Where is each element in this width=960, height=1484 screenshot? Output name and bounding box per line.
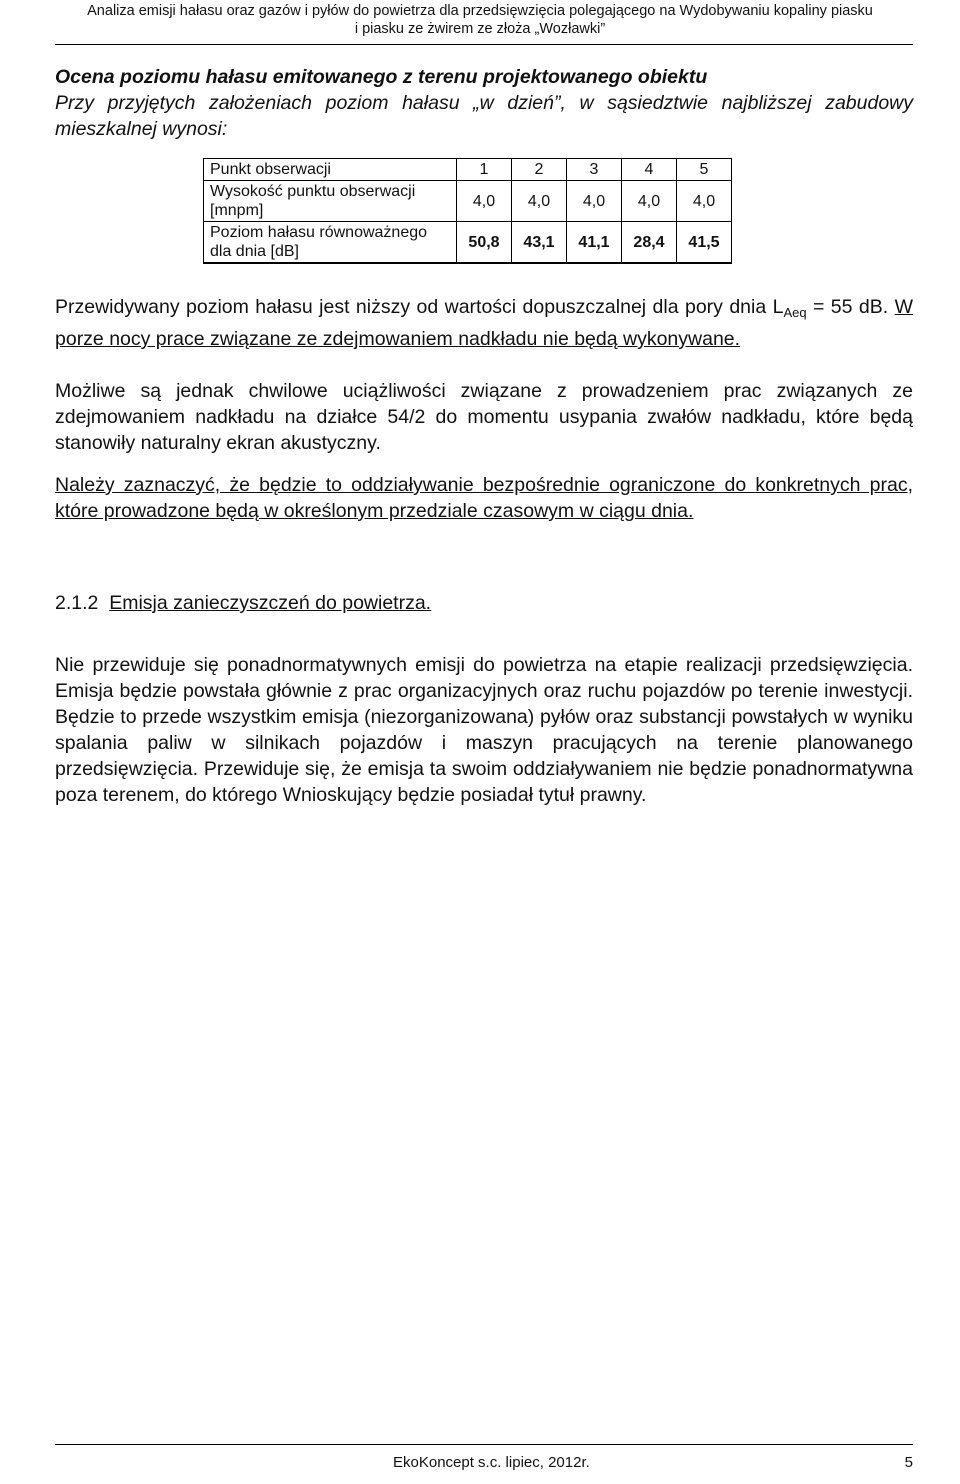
paragraph-air-emission: Nie przewiduje się ponadnormatywnych emisji do powietrza na etapie realizacji przedsięwzięcia. Emisja będzie powstała głównie z prac organizacyjnych oraz ruchu pojazdów po terenie inwestycji. Będzie to przede wszystkim emisja (niezorganizowana) pyłów oraz substancji powstałych w wyniku spalania paliw w silnikach pojazdów i maszyn pracujących na terenie planowanego przedsięwzięcia. Przewiduje się, że emisja ta swoim oddziaływaniem nie będzie ponadnormatywna poza terenem, do którego Wnioskujący będzie posiadał tytuł prawny. bbox=[55, 654, 913, 806]
noise-value-2: 43,1 bbox=[512, 222, 567, 264]
row-noise-label: Poziom hałasu równoważnego dla dnia [dB] bbox=[204, 222, 457, 264]
footer-rule bbox=[55, 1444, 913, 1445]
noise-limit-value: = 55 dB. bbox=[806, 296, 895, 318]
paragraph-noise-limit bbox=[55, 294, 913, 352]
point-5: 5 bbox=[677, 159, 732, 181]
laeq-subscript: Aeq bbox=[783, 305, 807, 320]
night-work-note: W porze nocy prace związane ze zdejmowaniem nadkładu nie będą wykonywane. bbox=[55, 296, 913, 350]
height-value-2: 4,0 bbox=[512, 181, 567, 222]
point-2: 2 bbox=[512, 159, 567, 181]
height-value-1: 4,0 bbox=[457, 181, 512, 222]
point-1: 1 bbox=[457, 159, 512, 181]
intro-paragraph: Przy przyjętych założeniach poziom hałasu „w dzień”, w sąsiedztwie najbliższej zabudowy mieszkalnej wynosi: bbox=[55, 92, 913, 140]
noise-value-4: 28,4 bbox=[622, 222, 677, 264]
point-4: 4 bbox=[622, 159, 677, 181]
height-value-5: 4,0 bbox=[677, 181, 732, 222]
paragraph-temporary-nuisance: Możliwe są jednak chwilowe uciążliwości związane z prowadzeniem prac związanych ze zdejmowaniem nadkładu na działce 54/2 do momentu usypania zwałów nadkładu, które będą stanowiły naturalny ekran akustyczny. bbox=[55, 380, 913, 454]
height-value-4: 4,0 bbox=[622, 181, 677, 222]
section-2-1-2-heading bbox=[55, 590, 913, 616]
table-row-height bbox=[204, 181, 732, 222]
noise-limit-text: Przewidywany poziom hałasu jest niższy od wartości dopuszczalnej dla pory dnia L bbox=[55, 296, 784, 318]
document-body bbox=[55, 64, 913, 808]
header-line-1: Analiza emisji hałasu oraz gazów i pyłów do powietrza dla przedsięwzięcia polegającego na Wydobywaniu kopaliny piasku bbox=[87, 3, 873, 19]
section-title: Ocena poziomu hałasu emitowanego z terenu projektowanego obiektu bbox=[55, 66, 708, 88]
table-header-row bbox=[204, 159, 732, 181]
noise-level-table bbox=[203, 158, 732, 264]
table-row-noise bbox=[204, 222, 732, 264]
section-title-air: Emisja zanieczyszczeń do powietrza. bbox=[109, 592, 432, 614]
noise-value-5: 41,5 bbox=[677, 222, 732, 264]
noise-value-3: 41,1 bbox=[567, 222, 622, 264]
paragraph-direct-impact: Należy zaznaczyć, że będzie to oddziaływanie bezpośrednie ograniczone do konkretnych prac, które prowadzone będą w określonym przedziale czasowym w ciągu dnia. bbox=[55, 474, 913, 522]
page-number: 5 bbox=[904, 1454, 913, 1471]
table-header-label: Punkt obserwacji bbox=[204, 159, 457, 181]
page-header bbox=[0, 2, 960, 38]
header-line-2: i piasku ze żwirem ze złoża „Wozławki” bbox=[354, 21, 606, 37]
height-value-3: 4,0 bbox=[567, 181, 622, 222]
noise-value-1: 50,8 bbox=[457, 222, 512, 264]
row-height-label: Wysokość punktu obserwacji [mnpm] bbox=[204, 181, 457, 222]
section-number: 2.1.2 bbox=[55, 592, 99, 614]
footer-company: EkoKoncept s.c. lipiec, 2012r. bbox=[393, 1454, 590, 1471]
point-3: 3 bbox=[567, 159, 622, 181]
header-rule bbox=[55, 44, 913, 45]
